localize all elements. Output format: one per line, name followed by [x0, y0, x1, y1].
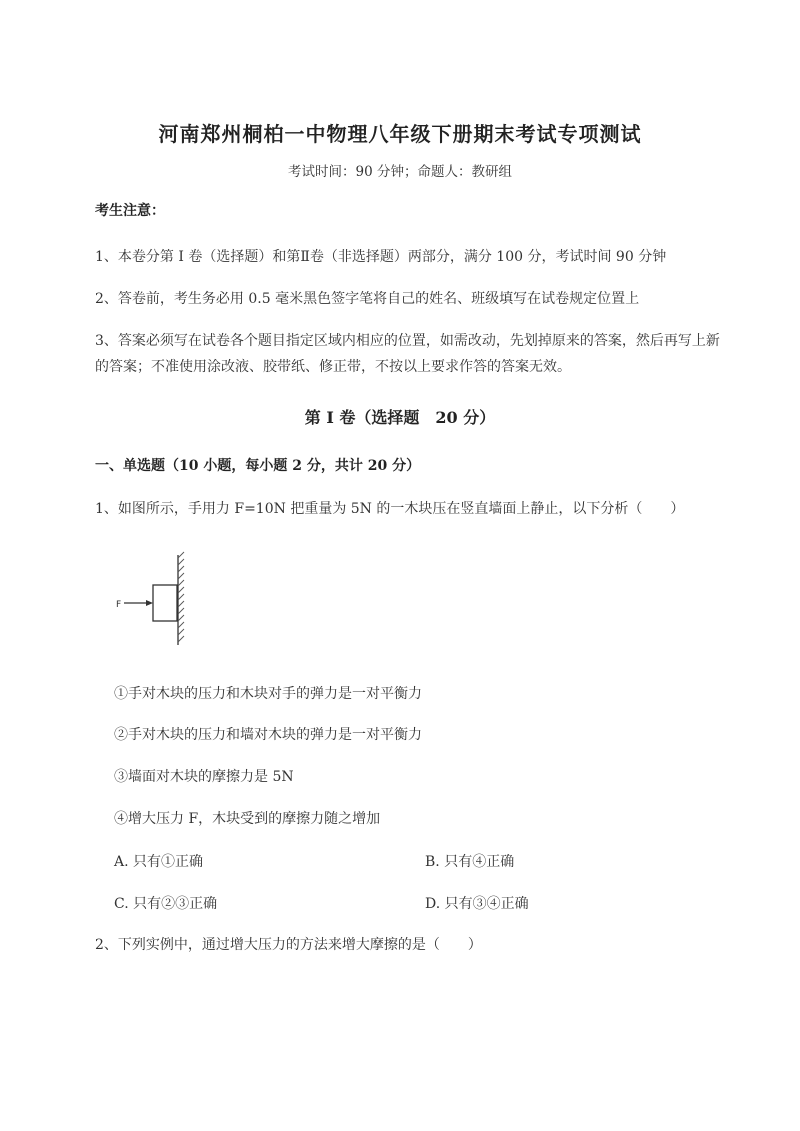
notice-item: 的答案；不准使用涂改液、胶带纸、修正带，不按以上要求作答的答案无效。 [95, 359, 571, 375]
arrow-head-icon [146, 600, 153, 606]
question-stem: 1、如图所示，手用力 F=10N 把重量为 5N 的一木块压在竖直墙面上静止，以下分析（ ） [95, 501, 685, 517]
option-a[interactable]: A. 只有①正确 [114, 854, 204, 870]
option-c[interactable]: C. 只有②③正确 [114, 896, 218, 912]
question-stem: 2、下列实例中，通过增大压力的方法来增大摩擦的是（ ） [95, 937, 482, 953]
statement-item: ①手对木块的压力和木块对手的弹力是一对平衡力 [114, 686, 422, 702]
exam-info: 考试时间：90 分钟；命题人：教研组 [288, 164, 512, 180]
notice-item: 1、本卷分第 I 卷（选择题）和第Ⅱ卷（非选择题）两部分，满分 100 分，考试时间 90 分钟 [95, 249, 667, 265]
notice-heading: 考生注意： [95, 203, 165, 219]
statement-item: ④增大压力 F，木块受到的摩擦力随之增加 [114, 811, 381, 827]
part-heading: 一、单选题（10 小题，每小题 2 分，共计 20 分） [95, 458, 421, 474]
notice-item: 3、答案必须写在试卷各个题目指定区域内相应的位置，如需改动，先划掉原来的答案，然后再写上新 [95, 333, 720, 349]
section-title: 第 I 卷（选择题 20 分） [304, 408, 496, 427]
force-label: F [116, 600, 122, 610]
page-title: 河南郑州桐柏一中物理八年级下册期末考试专项测试 [158, 122, 642, 146]
statement-item: ③墙面对木块的摩擦力是 5N [114, 769, 294, 785]
wall-hatching [178, 552, 184, 642]
statement-item: ②手对木块的压力和墙对木块的弹力是一对平衡力 [114, 727, 422, 743]
wooden-block [153, 585, 177, 621]
option-b[interactable]: B. 只有④正确 [425, 854, 515, 870]
force-diagram [110, 550, 200, 650]
notice-item: 2、答卷前，考生务必用 0.5 毫米黑色签字笔将自己的姓名、班级填写在试卷规定位置上 [95, 291, 640, 307]
option-d[interactable]: D. 只有③④正确 [425, 896, 529, 912]
